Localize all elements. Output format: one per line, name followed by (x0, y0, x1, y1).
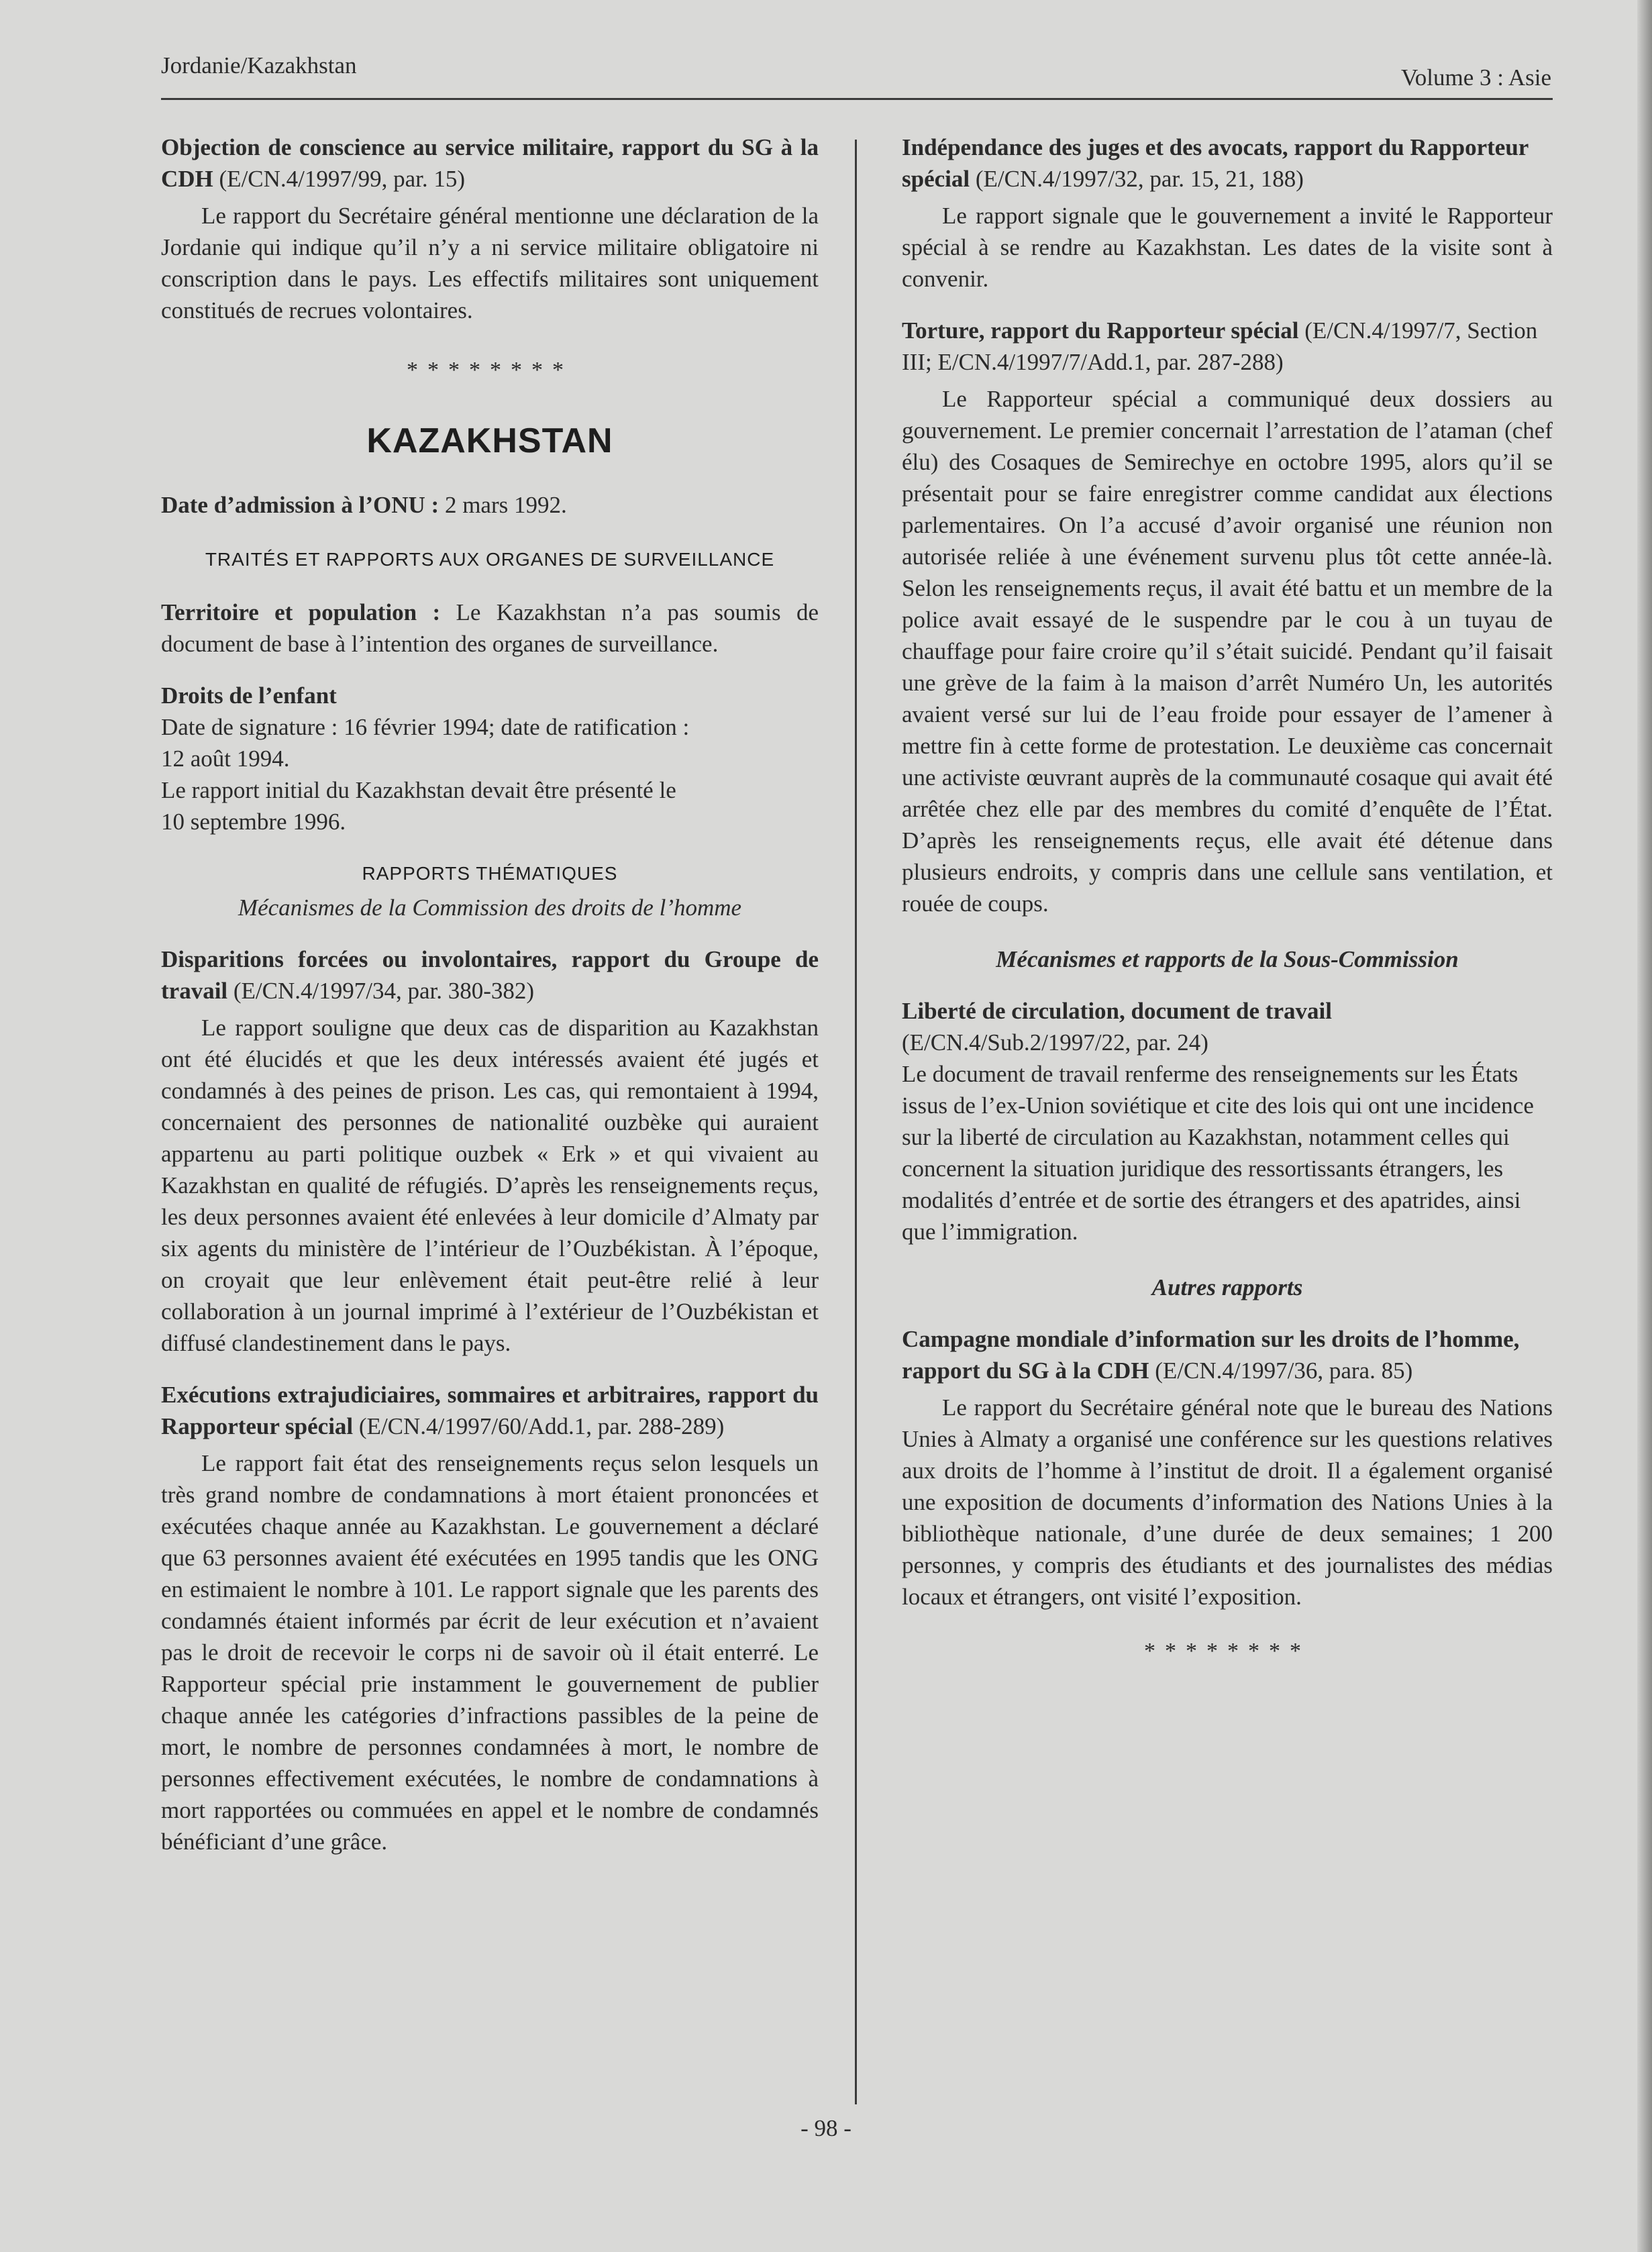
section-separator: ******** (1144, 1639, 1310, 1664)
independence-reference: (E/CN.4/1997/32, par. 15, 21, 188) (970, 166, 1304, 192)
torture-entry (902, 315, 1553, 378)
executions-heading: Exécutions extrajudiciaires, sommaires et arbitraires, rapport du Rapporteur spécial (161, 1382, 819, 1439)
child-rights-heading: Droits de l’enfant (161, 682, 337, 709)
campaign-reference: (E/CN.4/1997/36, para. 85) (1149, 1358, 1413, 1384)
disappearances-body: Le rapport souligne que deux cas de disparition au Kazakhstan ont été élucidés et que les deux intéressés avaient été jugés et condamnés à des peines de prison. Les cas, qui remontaient à 1994, concernaient des personnes de nationalité ouzbèke qui auraient appartenu au parti politique ouzbek « Erk » et qui vivaient au Kazakhstan en qualité de réfugiés. D’après les renseignements reçus, les deux personnes avaient été enlevées à leur domicile d’Almaty par six agents du ministère de l’intérieur de l’Ouzbékistan. À l’époque, on croyait que leur enlèvement était peut-être relié à leur collaboration à un journal imprimé à l’extérieur de l’Ouzbékistan et diffusé clandestinement dans le pays. (161, 1015, 819, 1356)
section-heading-treaties: TRAITÉS ET RAPPORTS AUX ORGANES DE SURVEILLANCE (205, 549, 775, 570)
independence-heading: Indépendance des juges et des avocats, rapport du Rapporteur spécial (902, 134, 1529, 192)
torture-body: Le Rapporteur spécial a communiqué deux dossiers au gouvernement. Le premier concernait l’arrestation de l’ataman (chef élu) des Cosaques de Semirechye en octobre 1995, alors qu’il se présentait pour se faire enregistrer comme candidat aux élections parlementaires. On l’a accusé d’avoir organisé une réunion non autorisée reliée à une événement survenu plus tôt cette année-là. Selon les renseignements reçus, il avait été battu et un membre de la police avait essayé de le suspendre par le cou à un tuyau de chauffage pour faire croire qu’il s’était suicidé. Pendant qu’il faisait une grève de la faim à la maison d’arrêt Numéro Un, les autorités avaient versé sur lui de l’eau froide pour essayer de l’amener à mettre fin à cette forme de protestation. Le deuxième cas concernait une activiste œuvrant auprès de la communauté cosaque qui avait été arrêtée chez elle par des membres du comité d’enquête de l’État. D’après les renseignements reçus, elle avait été détenue dans plusieurs endroits, y compris dans une cellule sans ventilation, et rouée de coups. (902, 386, 1553, 917)
page-edge-shadow (1637, 0, 1652, 2252)
child-rights-line: Date de signature : 16 février 1994; date de ratification : (161, 714, 690, 740)
torture-reference: (E/CN.4/1997/7, Section III; E/CN.4/1997/7/Add.1, par. 287-288) (902, 317, 1538, 375)
torture-heading: Torture, rapport du Rapporteur spécial (902, 317, 1299, 344)
disappearances-heading: Disparitions forcées ou involontaires, rapport du Groupe de travail (161, 946, 819, 1004)
page-number: - 98 - (801, 2115, 851, 2141)
independence-body: Le rapport signale que le gouvernement a invité le Rapporteur spécial à se rendre au Kazakhstan. Les dates de la visite sont à convenir. (902, 203, 1553, 292)
liberty-body: Le document de travail renferme des renseignements sur les États issus de l’ex-Union soviétique et cite des lois qui ont une incidence sur la liberté de circulation au Kazakhstan, notamment celles qui concernent la situation juridique des ressortissants étrangers, les modalités d’entrée et de sortie des étrangers et des apatrides, ainsi que l’immigration. (902, 1061, 1534, 1245)
child-rights-line: 12 août 1994. (161, 746, 290, 772)
subsection-title-other: Autres rapports (1151, 1274, 1303, 1300)
admission-label: Date d’admission à l’ONU : (161, 492, 440, 518)
liberty-heading: Liberté de circulation, document de travail (902, 998, 1332, 1024)
disappearances-reference: (E/CN.4/1997/34, par. 380-382) (227, 978, 535, 1004)
section-separator: ******** (407, 358, 573, 382)
subsection-title-commission: Mécanismes de la Commission des droits de l’homme (238, 894, 742, 921)
independence-entry (902, 132, 1553, 195)
section-heading-thematic: RAPPORTS THÉMATIQUES (362, 863, 618, 884)
executions-entry (161, 1379, 819, 1442)
objection-heading: Objection de conscience au service militaire, rapport du SG à la CDH (161, 134, 819, 192)
executions-reference: (E/CN.4/1997/60/Add.1, par. 288-289) (353, 1413, 725, 1439)
child-rights-line: 10 septembre 1996. (161, 809, 346, 835)
left-column (161, 132, 819, 1857)
subsection-title-subcommission: Mécanismes et rapports de la Sous-Commission (996, 946, 1459, 972)
campaign-heading: Campagne mondiale d’information sur les droits de l’homme, rapport du SG à la CDH (902, 1326, 1520, 1384)
admission-value: 2 mars 1992. (439, 492, 567, 518)
objection-entry (161, 132, 819, 195)
header-rule (161, 98, 1553, 100)
objection-body: Le rapport du Secrétaire général mentionne une déclaration de la Jordanie qui indique qu’il n’y a ni service militaire obligatoire ni conscription dans le pays. Les effectifs militaires sont uniquement constitués de recrues volontaires. (161, 203, 819, 323)
territory-body: Le Kazakhstan n’a pas soumis de document de base à l’intention des organes de surveillance. (161, 599, 819, 657)
campaign-body: Le rapport du Secrétaire général note que le bureau des Nations Unies à Almaty a organisé une conférence sur les questions relatives aux droits de l’homme à l’institut de droit. Il a également organisé une exposition de documents d’information des Nations Unies à la bibliothèque nationale, d’une durée de deux semaines; 1 200 personnes, y compris des étudiants et des journalistes des médias locaux et étrangers, ont visité l’exposition. (902, 1394, 1553, 1610)
disappearances-entry (161, 943, 819, 1007)
territory-entry (161, 597, 819, 660)
column-divider (855, 140, 857, 2104)
objection-reference: (E/CN.4/1997/99, par. 15) (213, 166, 466, 192)
liberty-entry (902, 995, 1553, 1058)
territory-label: Territoire et population : (161, 599, 441, 625)
campaign-entry (902, 1323, 1553, 1386)
country-title: KAZAKHSTAN (366, 421, 613, 460)
admission-date (161, 489, 819, 521)
running-header-left: Jordanie/Kazakhstan (161, 52, 357, 79)
executions-body: Le rapport fait état des renseignements reçus selon lesquels un très grand nombre de condamnations à mort étaient prononcées et exécutées chaque année au Kazakhstan. Le gouvernement a déclaré que 63 personnes avaient été exécutées en 1995 tandis que les ONG en estimaient le nombre à 101. Le rapport signale que les parents des condamnés étaient informés par écrit de leur exécution et n’avaient pas le droit de recevoir le corps ni de savoir où il était enterré. Le Rapporteur spécial prie instamment le gouvernement de publier chaque année les catégories d’infractions passibles de la peine de mort, le nombre de personnes condamnées à mort, le nombre de personnes effectivement exécutées, le nombre de condamnations à mort rapportées ou commuées en appel et le nombre de condamnés bénéficiant d’une grâce. (161, 1450, 819, 1855)
running-header-right: Volume 3 : Asie (1401, 64, 1551, 91)
child-rights-line: Le rapport initial du Kazakhstan devait être présenté le (161, 777, 676, 803)
right-column (902, 132, 1553, 1667)
liberty-reference: (E/CN.4/Sub.2/1997/22, par. 24) (902, 1029, 1208, 1056)
